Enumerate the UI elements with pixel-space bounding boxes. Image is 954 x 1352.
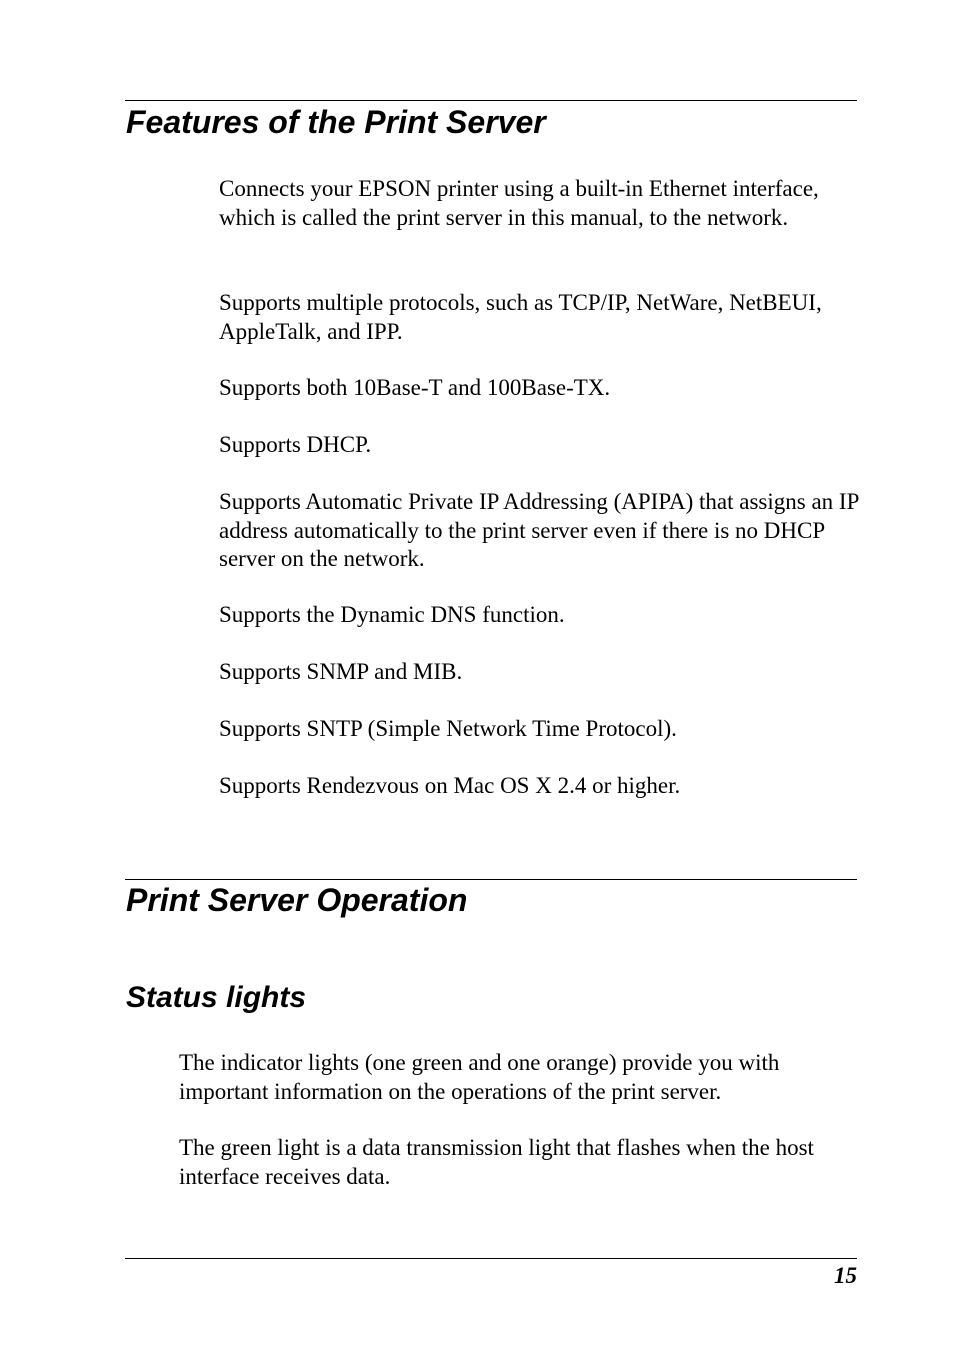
status-lights-paragraph: The green light is a data transmission light that flashes when the host interface receives data. <box>179 1135 814 1189</box>
feature-item: Connects your EPSON printer using a built-in Ethernet interface, which is called the print server in this manual, to the network. <box>219 176 819 230</box>
feature-item: Supports SNTP (Simple Network Time Protocol). <box>219 716 677 741</box>
section-top-rule <box>125 100 857 101</box>
status-lights-paragraph: The indicator lights (one green and one orange) provide you with important information on the operations of the print server. <box>179 1050 780 1104</box>
feature-item: Supports DHCP. <box>219 432 372 457</box>
section-top-rule <box>125 879 857 880</box>
section-title-features: Features of the Print Server <box>126 104 546 140</box>
section-title-operation: Print Server Operation <box>126 882 468 918</box>
page-number: 15 <box>834 1263 857 1288</box>
footer-rule <box>125 1258 857 1259</box>
feature-item: Supports Rendezvous on Mac OS X 2.4 or higher. <box>219 773 681 798</box>
subsection-title-status-lights: Status lights <box>126 981 307 1014</box>
feature-item: Supports SNMP and MIB. <box>219 659 463 684</box>
feature-item: Supports the Dynamic DNS function. <box>219 602 565 627</box>
feature-item: Supports multiple protocols, such as TCP/IP, NetWare, NetBEUI, AppleTalk, and IPP. <box>219 290 822 344</box>
feature-item: Supports Automatic Private IP Addressing (APIPA) that assigns an IP address automatically to the print server even if there is no DHCP server on the network. <box>219 489 859 571</box>
feature-item: Supports both 10Base-T and 100Base-TX. <box>219 375 611 400</box>
